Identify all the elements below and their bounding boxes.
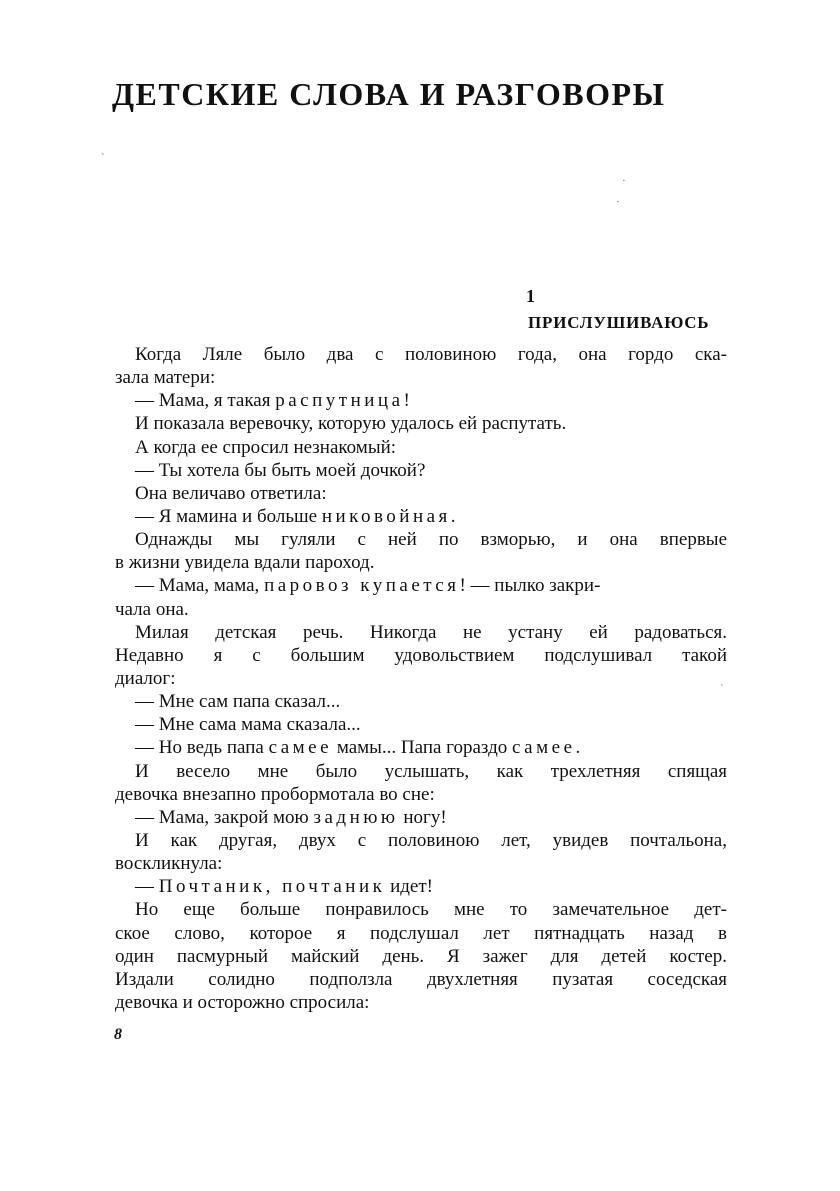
text-line: — Мне сама мама сказала... (135, 714, 361, 736)
scan-speck: ` (720, 683, 724, 695)
spaced-emphasis: самее (268, 737, 333, 759)
spaced-emphasis: распутница (275, 390, 404, 412)
text-line: Но еще больше понравилось мне то замечательное дет- (135, 899, 727, 921)
text-line: А когда ее спросил незнакомый: (135, 436, 397, 458)
text-line: один пасмурный майский день. Я зажег для детей костер. (115, 945, 727, 967)
text-line: — Ты хотела бы быть моей дочкой? (135, 459, 426, 481)
spaced-emphasis: Почтаник, почтаник (158, 876, 386, 898)
text-line: Она величаво ответила: (135, 482, 327, 504)
text-line: воскликнула: (115, 853, 223, 875)
text-line: — Мама, мама, паровоз купается! — пылко закри- (135, 575, 601, 597)
text-line: И показала веревочку, которую удалось ей распутать. (135, 413, 567, 435)
text-line: — Мне сам папа сказал... (135, 691, 341, 713)
spaced-emphasis: никовойная (321, 505, 451, 527)
text-line: девочка внезапно пробормотала во сне: (115, 783, 435, 805)
text-line: — Я мамина и больше никовойная. (135, 505, 456, 527)
text-line: И как другая, двух с половиною лет, увидев почтальона, (135, 829, 727, 851)
body-text (115, 343, 727, 1014)
section-number: 1 (526, 286, 535, 306)
text-line: зала матери: (115, 367, 216, 389)
text-line: Милая детская речь. Никогда не устану ей радоваться. (135, 621, 727, 643)
text-line: — Почтаник, почтаник идет! (135, 876, 433, 898)
text-line: Когда Ляле было два с половиною года, она гордо ска- (135, 344, 727, 365)
spaced-emphasis: заднюю (313, 806, 399, 828)
text-line: чала она. (115, 598, 189, 620)
text-line: — Мама, я такая распутница! (135, 390, 410, 412)
text-line: ское слово, которое я подслушал лет пятнадцать назад в (115, 922, 727, 944)
text-line: девочка и осторожно спросила: (115, 991, 370, 1013)
text-line: Издали солидно подползла двухлетняя пузатая соседская (115, 968, 727, 990)
section-title: ПРИСЛУШИВАЮСЬ (528, 313, 710, 332)
scan-speck: ` (101, 152, 105, 164)
scan-speck: · (616, 196, 620, 208)
text-line: — Мама, закрой мою заднюю ногу! (135, 806, 447, 828)
spaced-emphasis: паровоз купается (264, 575, 460, 597)
scan-speck: · (622, 175, 626, 187)
text-line: Однажды мы гуляли с ней по взморью, и она впервые (135, 529, 727, 551)
text-line: диалог: (115, 667, 176, 689)
text-line: И весело мне было услышать, как трехлетняя спящая (135, 760, 727, 782)
chapter-title: ДЕТСКИЕ СЛОВА И РАЗГОВОРЫ (112, 76, 666, 112)
text-line: Недавно я с большим удовольствием подслушивал такой (115, 644, 727, 666)
text-line: — Но ведь папа самее мамы... Папа гораздо самее. (135, 737, 581, 759)
spaced-emphasis: самее (512, 737, 576, 759)
page-number: 8 (114, 1026, 122, 1043)
text-line: в жизни увидела вдали пароход. (115, 552, 375, 574)
